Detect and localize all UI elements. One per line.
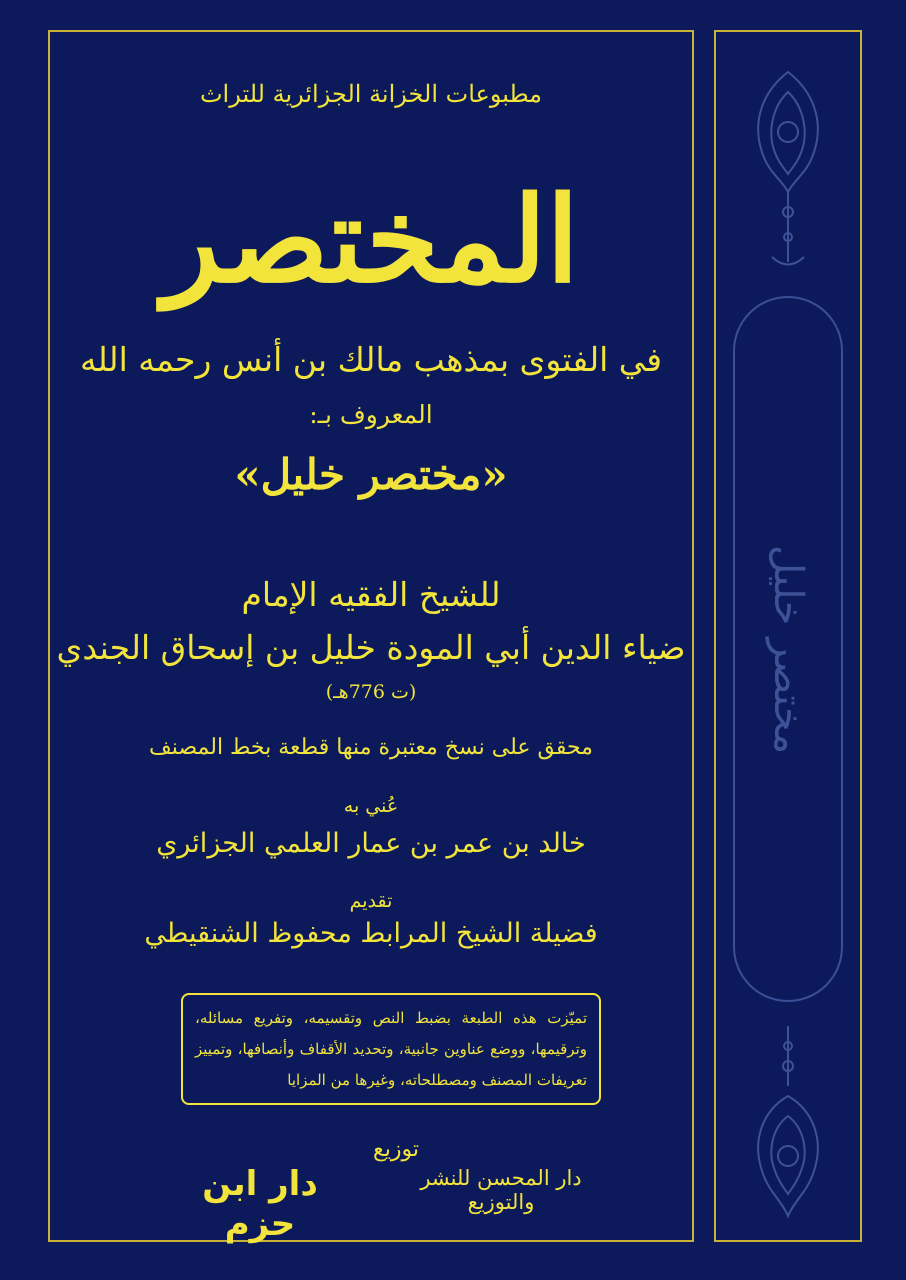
arabesque-ornament-top [742,62,834,282]
spine-title: مختصر خليل [765,545,811,755]
book-title: المختصر [162,170,580,309]
publisher-logo-2: دار ابن حزم [202,1164,318,1244]
introduction-by: فضيلة الشيخ المرابط محفوظ الشنقيطي [144,918,598,949]
author-prefix: للشيخ الفقيه الإمام [241,575,501,614]
features-box: تميّزت هذه الطبعة بضبط النص وتقسيمه، وتفريع مسائله، وترقيمها، ووضع عناوين جانبية، وتحديد الأقفاف وأنصافها، وتمييز تعريفات المصنف ومصطلحاته، وغيرها من المزايا [181,993,601,1105]
attention-label: عُني به [343,795,399,817]
editor-name: خالد بن عمر بن عمار العلمي الجزائري [156,828,586,859]
introduction-label: تقديم [349,890,393,912]
arabesque-ornament-bottom [742,1016,834,1226]
death-date: (ت 776هـ) [325,681,417,703]
series-name: مطبوعات الخزانة الجزائرية للتراث [199,80,543,108]
author-name: ضياء الدين أبي المودة خليل بن إسحاق الجندي [56,628,686,667]
distribution-label: توزيع [373,1137,419,1162]
known-as-title: «مختصر خليل» [234,450,508,499]
known-as-label: المعروف بـ: [309,400,433,429]
book-subtitle: في الفتوى بمذهب مالك بن أنس رحمه الله [79,340,663,379]
publisher-logo-1: دار المحسن للنشر والتوزيع [420,1166,582,1214]
verified-note: محقق على نسخ معتبرة منها قطعة بخط المصنف [149,735,593,760]
